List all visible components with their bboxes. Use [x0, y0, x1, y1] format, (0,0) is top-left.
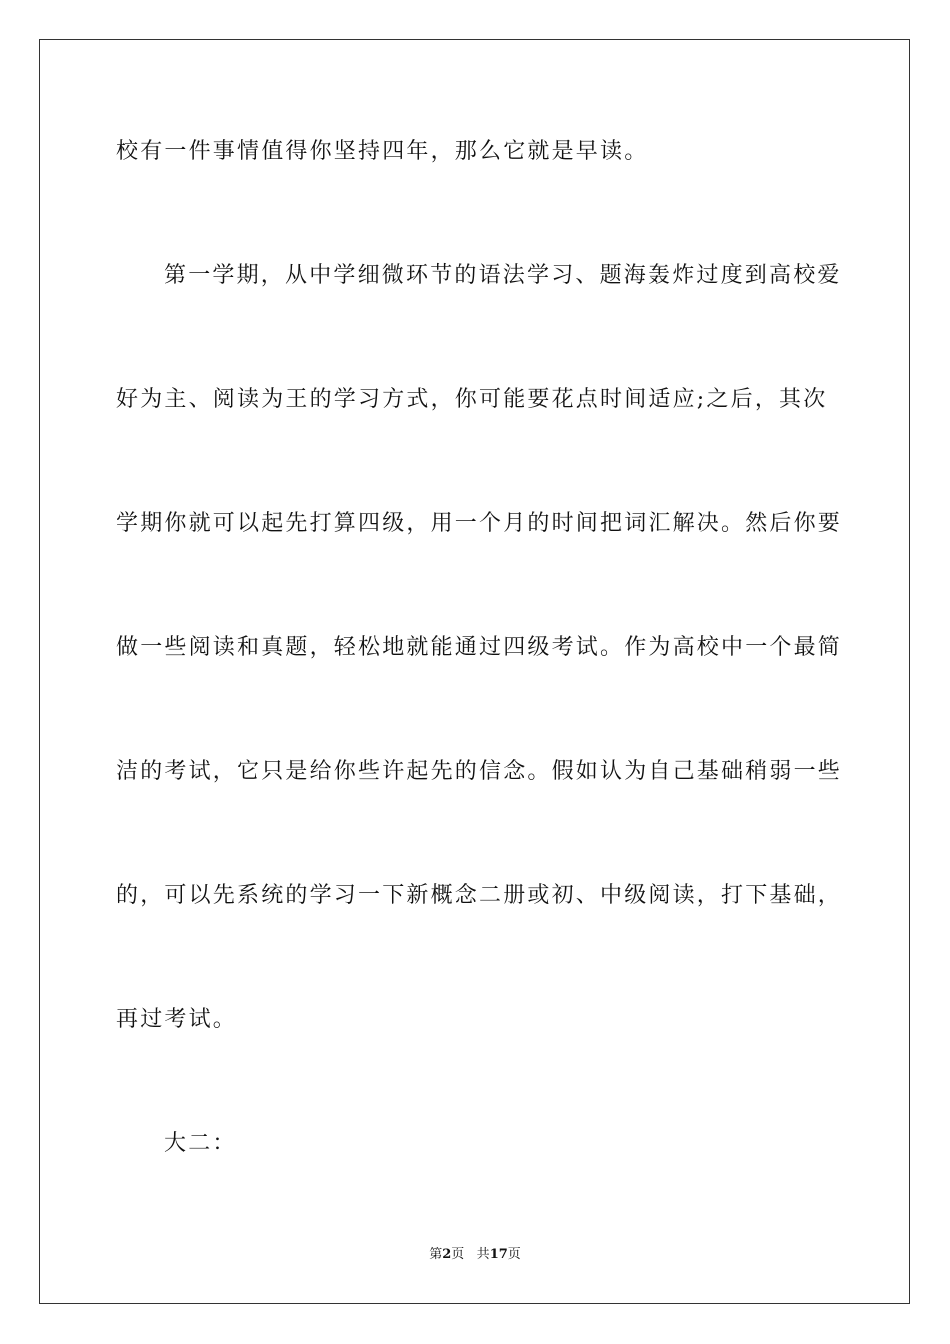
text-line-7: 的，可以先系统的学习一下新概念二册或初、中级阅读，打下基础， [116, 883, 843, 908]
text-line-4: 学期你就可以起先打算四级，用一个月的时间把词汇解决。然后你要 [116, 511, 843, 536]
footer-total-pages: 17 [489, 1247, 508, 1262]
footer-total-prefix: 共 [476, 1247, 490, 1262]
text-line-6: 洁的考试，它只是给你些许起先的信念。假如认为自己基础稍弱一些 [116, 759, 843, 784]
footer-total-suffix: 页 [507, 1247, 521, 1262]
footer-page-number: 2 [442, 1247, 452, 1262]
text-line-2: 第一学期，从中学细微环节的语法学习、题海轰炸过度到高校爱 [164, 263, 842, 288]
page-footer [0, 1246, 950, 1264]
page-border [39, 39, 910, 1304]
footer-page-prefix: 第 [429, 1247, 443, 1262]
footer-page-suffix: 页 [451, 1247, 465, 1262]
text-line-5: 做一些阅读和真题，轻松地就能通过四级考试。作为高校中一个最简 [116, 635, 843, 660]
text-line-8: 再过考试。 [116, 1007, 238, 1032]
text-line-3: 好为主、阅读为王的学习方式，你可能要花点时间适应;之后，其次 [116, 387, 828, 412]
section-heading: 大二： [164, 1131, 237, 1156]
text-line-1: 校有一件事情值得你坚持四年，那么它就是早读。 [116, 139, 649, 164]
